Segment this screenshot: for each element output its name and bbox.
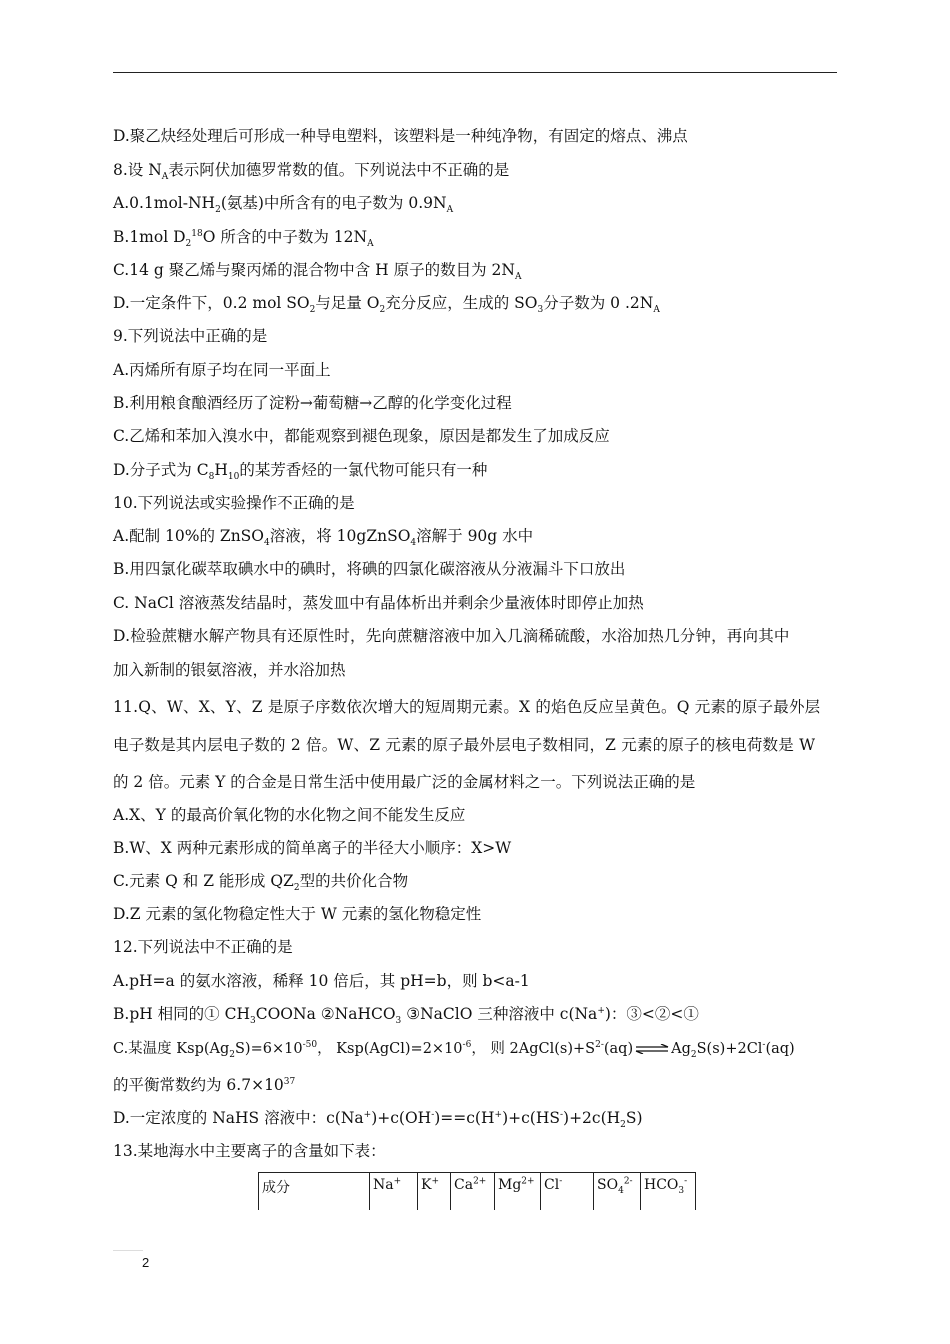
option-line: A.配制 10%的 ZnSO$_4$溶液，将 10gZnSO$_4$溶解于 90g 水中 [113,527,534,549]
option-line: D.Z 元素的氢化物稳定性大于 W 元素的氢化物稳定性 [113,905,482,923]
ion-content-table [258,1172,696,1210]
option-line: C.某温度 $Ksp(Ag_2S)=6\times 10^{-50}$， $Ksp(AgCl)=2\times 10^{-6}$， 则 $2AgCl(s)+S^{2-}(aq)$ $Ag_2S(s)+2Cl^-(aq)$ [113,1040,795,1060]
question-11-cont: 的 2 倍。元素 Y 的合金是日常生活中使用最广泛的金属材料之一。下列说法正确的是 [113,773,696,791]
option-line: A.丙烯所有原子均在同一平面上 [113,361,331,379]
option-line: B.利用粮食酿酒经历了淀粉→葡萄糖→乙醇的化学变化过程 [113,394,512,412]
option-line: D.一定条件下，0.2 mol $SO_2$与足量 $O_2$充分反应，生成的 $SO_3$分子数为 0 $.2N_A$ [113,294,660,316]
question-9: 9.下列说法中正确的是 [113,327,268,345]
question-11-cont: 电子数是其内层电子数的 2 倍。W、Z 元素的原子最外层电子数相同，Z 元素的原子的核电荷数是 W [113,736,816,754]
option-line: A.pH=a 的氨水溶液，稀释 10 倍后，其 pH=b，则 b<a-1 [113,972,530,990]
option-line: C.14 g 聚乙烯与聚丙烯的混合物中含 H 原子的数目为 $2N_A$ [113,261,522,283]
header-rule [113,72,837,73]
table-cell: $Ca^{2+}$ [451,1173,495,1211]
option-line: B.pH 相同的① $CH_3COONa$ ②NaHCO$_3$ ③NaClO 三种溶液中 c(Na+)：③<②<① [113,1005,699,1027]
table-cell: $Mg^{2+}$ [495,1173,541,1211]
option-line: D.分子式为 $C_8H_{10}$的某芳香烃的一氯代物可能只有一种 [113,461,488,483]
footer-mark [113,1250,143,1251]
text-line: D.聚乙炔经处理后可形成一种导电塑料，该塑料是一种纯净物，有固定的熔点、沸点 [113,127,688,145]
question-12: 12.下列说法中不正确的是 [113,938,293,956]
equilibrium-arrow-icon [635,1044,669,1054]
table-cell: $HCO_3^-$ [641,1173,696,1211]
option-line: C.乙烯和苯加入溴水中，都能观察到褪色现象，原因是都发生了加成反应 [113,427,610,445]
question-11: 11.Q、W、X、Y、Z 是原子序数依次增大的短周期元素。X 的焰色反应呈黄色。Q 元素的原子最外层 [113,698,821,716]
option-line: B.W、X 两种元素形成的简单离子的半径大小顺序：X>W [113,839,512,857]
option-line: B.用四氯化碳萃取碘水中的碘时，将碘的四氯化碳溶液从分液漏斗下口放出 [113,560,626,578]
table-row [259,1173,696,1211]
table-cell: Na+ [370,1173,418,1211]
option-line: 加入新制的银氨溶液，并水浴加热 [113,661,346,679]
table-cell: K+ [418,1173,451,1211]
option-line: B.1mol $D_2^{18}O$ 所含的中子数为 $12N_A$ [113,228,374,250]
option-line: C.元素 Q 和 Z 能形成 $QZ_2$型的共价化合物 [113,872,409,894]
option-line: $A.0.1mol-NH_2$(氨基)中所含有的电子数为 $0.9N_A$ [113,194,454,216]
table-cell: 成分 [259,1173,370,1211]
table-cell: Cl- [541,1173,594,1211]
question-10: 10.下列说法或实验操作不正确的是 [113,494,355,512]
table-cell: $SO_4^{2-}$ [594,1173,641,1211]
question-8: 8.设 $N_A$表示阿伏加德罗常数的值。下列说法中不正确的是 [113,161,510,183]
question-13: 13.某地海水中主要离子的含量如下表： [113,1142,386,1160]
option-line: C. NaCl 溶液蒸发结晶时，蒸发皿中有晶体析出并剩余少量液体时即停止加热 [113,594,644,612]
option-line: D.一定浓度的 NaHS 溶液中：$c(Na^+)+c(OH^-)==c(H^+)+c(HS^-)+2c(H_2S)$ [113,1109,643,1131]
option-line: A.X、Y 的最高价氧化物的水化物之间不能发生反应 [113,806,466,824]
option-line: D.检验蔗糖水解产物具有还原性时，先向蔗糖溶液中加入几滴稀硫酸，水浴加热几分钟，再向其中 [113,627,790,645]
page-number: 2 [142,1255,150,1270]
option-line: 的平衡常数约为 $6.7\times 10^{37}$ [113,1076,296,1094]
